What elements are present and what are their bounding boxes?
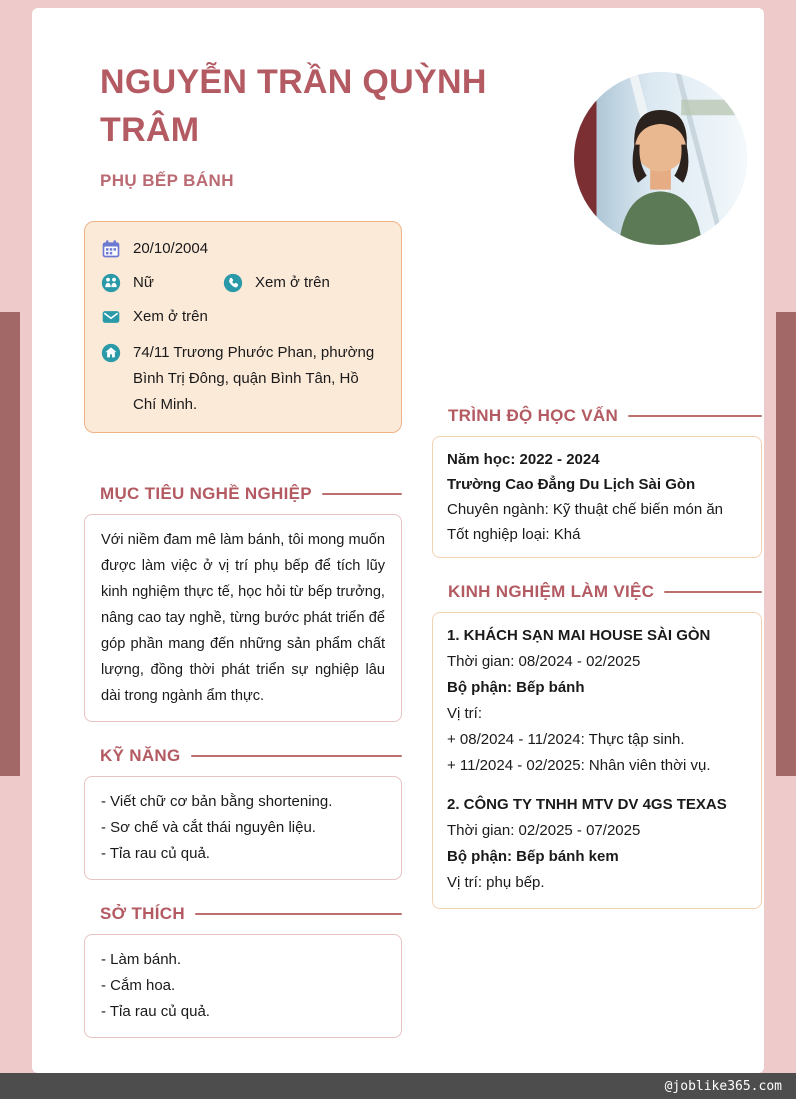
- education-years: Năm học: 2022 - 2024: [447, 451, 600, 468]
- section-hobbies: [84, 904, 402, 1038]
- skill-item: - Viết chữ cơ bản bằng shortening.: [101, 793, 333, 810]
- objective-box: [84, 514, 402, 722]
- accent-bar-left: [0, 312, 20, 776]
- skill-item: - Tỉa rau củ quả.: [101, 845, 210, 862]
- hobbies-title: SỞ THÍCH: [100, 904, 185, 923]
- address-row: [101, 340, 385, 418]
- hobbies-header: [84, 904, 402, 924]
- hobby-item: - Làm bánh.: [101, 951, 182, 968]
- section-objective: [84, 484, 402, 722]
- skills-header: [84, 746, 402, 766]
- education-school: Trường Cao Đẳng Du Lịch Sài Gòn: [447, 476, 696, 493]
- experience-rule: [664, 591, 762, 593]
- company-name: 2. CÔNG TY TNHH MTV DV 4GS TEXAS: [447, 796, 727, 813]
- section-education: [432, 406, 762, 558]
- job-department: Bộ phận: Bếp bánh kem: [447, 848, 619, 865]
- job-time: Thời gian: 08/2024 - 02/2025: [447, 653, 641, 670]
- job-title: PHỤ BẾP BÁNH: [100, 171, 234, 190]
- education-grade: Tốt nghiệp loại: Khá: [447, 526, 581, 543]
- hobby-item: - Tỉa rau củ quả.: [101, 1003, 210, 1020]
- phone-icon: [223, 273, 243, 293]
- right-column: [432, 406, 762, 909]
- job-time: Thời gian: 02/2025 - 07/2025: [447, 822, 641, 839]
- skills-rule: [191, 755, 403, 757]
- skill-item: - Sơ chế và cắt thái nguyên liệu.: [101, 819, 316, 836]
- mail-icon: [101, 307, 121, 327]
- calendar-icon: [101, 239, 121, 259]
- candidate-name: NGUYỄN TRẦN QUỲNH TRÂM: [100, 63, 487, 150]
- education-rule: [628, 415, 762, 417]
- contact-card: [84, 221, 402, 433]
- hobbies-box: [84, 934, 402, 1038]
- job-department: Bộ phận: Bếp bánh: [447, 679, 585, 696]
- job-entry: [447, 623, 747, 779]
- phone-pair: [223, 273, 330, 293]
- left-column: [84, 221, 402, 1038]
- hobby-item: - Cắm hoa.: [101, 977, 176, 994]
- objective-body: Với niềm đam mê làm bánh, tôi mong muốn được làm việc ở vị trí phụ bếp để tích lũy kinh nghiệm thực tế, học hỏi từ bếp trưởng, nâng cao tay nghề, từng bước phát triển để góp phần mang đến những sản phẩm chất lượng, đồng thời phát triển sự nghiệp lâu dài trong ngành ẩm thực.: [101, 532, 385, 704]
- job-entry: [447, 792, 747, 896]
- skills-title: KỸ NĂNG: [100, 746, 181, 765]
- email-row: [101, 306, 385, 327]
- gender-phone-row: [101, 272, 385, 293]
- education-header: [432, 406, 762, 426]
- objective-rule: [322, 493, 402, 495]
- experience-box: [432, 612, 762, 909]
- objective-header: [84, 484, 402, 504]
- profile-photo: [574, 72, 747, 245]
- gender-icon: [101, 273, 121, 293]
- experience-header: [432, 582, 762, 602]
- experience-title: KINH NGHIỆM LÀM VIỆC: [448, 582, 655, 601]
- gender-pair: [101, 273, 211, 293]
- phone-value: Xem ở trên: [255, 274, 330, 291]
- gender-value: Nữ: [133, 274, 154, 291]
- education-major: Chuyên ngành: Kỹ thuật chế biến món ăn: [447, 501, 724, 518]
- home-icon: [101, 343, 121, 363]
- footer-watermark: @joblike365.com: [664, 1078, 782, 1094]
- footer-bar: [0, 1073, 796, 1099]
- education-title: TRÌNH ĐỘ HỌC VẤN: [448, 406, 619, 425]
- accent-bar-right: [776, 312, 796, 776]
- dob-row: [101, 238, 385, 259]
- address-value: 74/11 Trương Phước Phan, phường Bình Trị Đông, quận Bình Tân, Hồ Chí Minh.: [133, 344, 375, 413]
- job-detail: + 11/2024 - 02/2025: Nhân viên thời vụ.: [447, 757, 711, 774]
- email-value: Xem ở trên: [133, 308, 208, 325]
- skills-box: [84, 776, 402, 880]
- job-detail: + 08/2024 - 11/2024: Thực tập sinh.: [447, 731, 685, 748]
- company-name: 1. KHÁCH SẠN MAI HOUSE SÀI GÒN: [447, 627, 711, 644]
- hobbies-rule: [195, 913, 402, 915]
- education-box: [432, 436, 762, 558]
- job-position: Vị trí:: [447, 705, 483, 722]
- dob-value: 20/10/2004: [133, 240, 209, 257]
- section-skills: [84, 746, 402, 880]
- resume-card: [32, 8, 764, 1073]
- objective-title: MỤC TIÊU NGHỀ NGHIỆP: [100, 484, 312, 503]
- section-experience: [432, 582, 762, 909]
- job-position: Vị trí: phụ bếp.: [447, 874, 545, 891]
